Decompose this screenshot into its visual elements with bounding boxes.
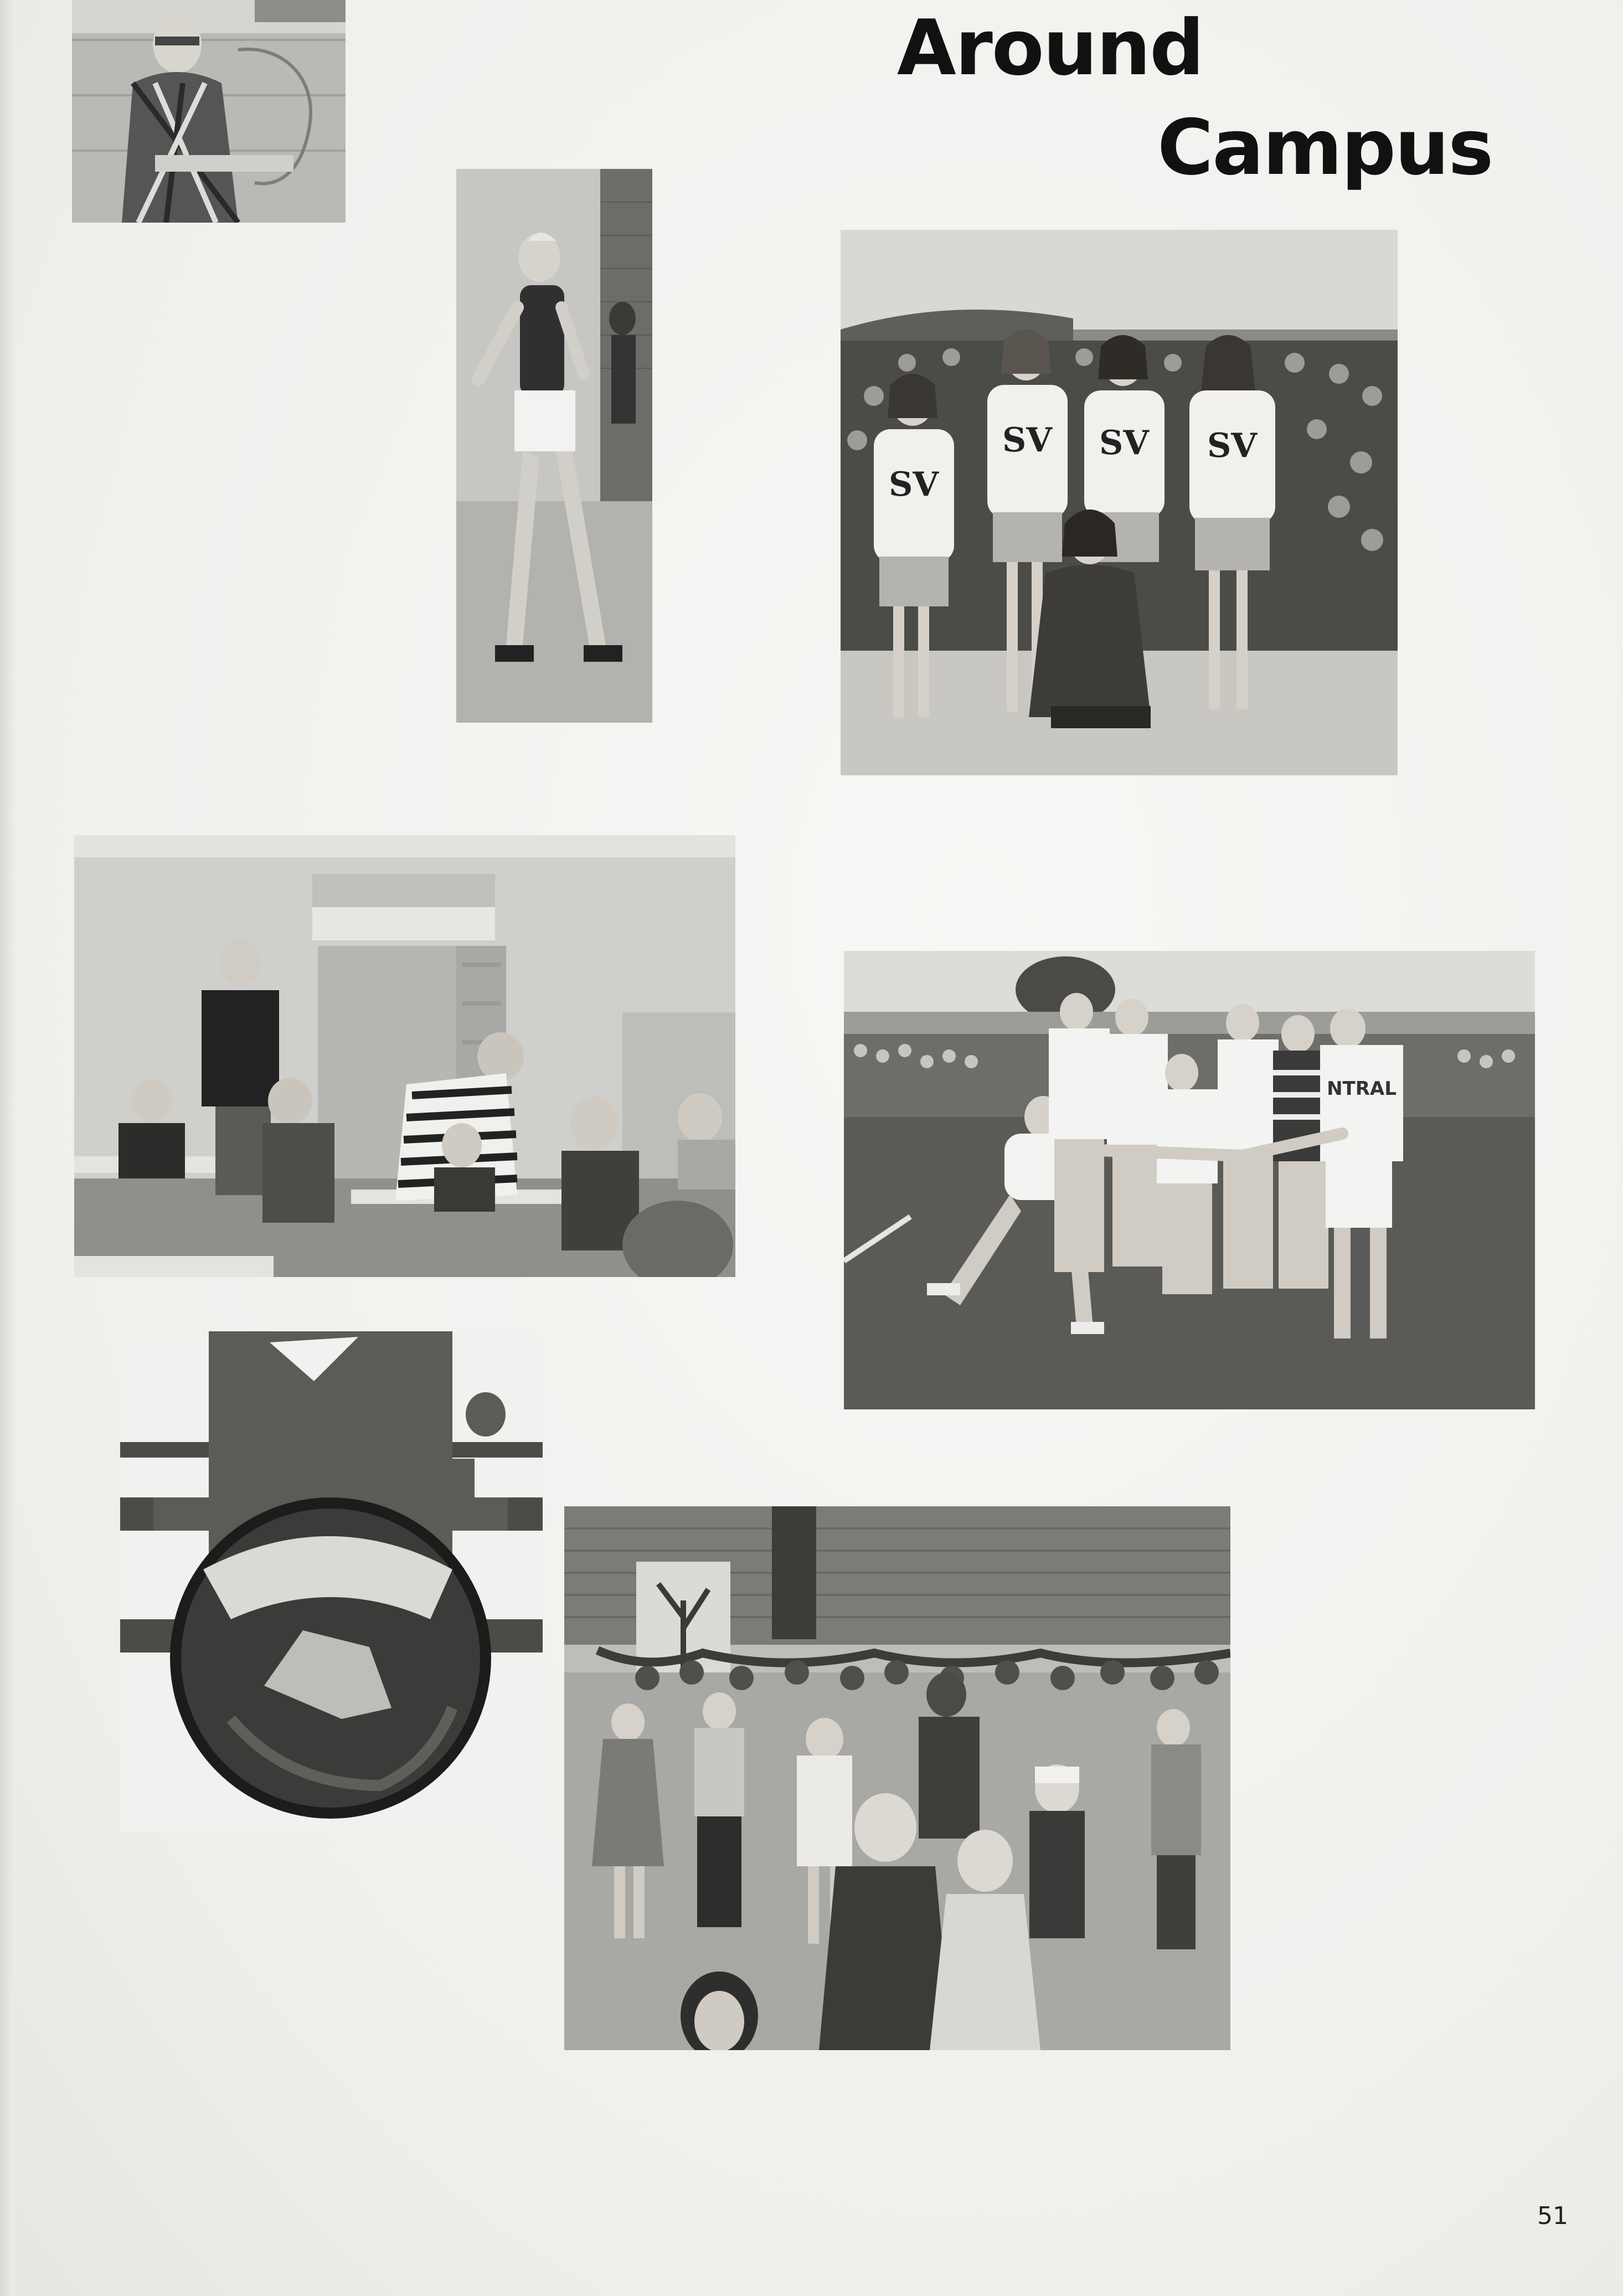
page-number: 51 (1537, 2202, 1568, 2230)
field-shirt-text: NTRAL (1327, 1078, 1397, 1100)
photo-teacher-plaid-shirt (72, 0, 346, 223)
cheerleader-monogram: SV (1207, 426, 1257, 465)
page-title-line-1: Around (897, 3, 1203, 92)
cheerleader-monogram: SV (1099, 424, 1149, 462)
cheerleader-monogram: SV (1002, 421, 1052, 460)
page-title-line-2: Campus (1157, 103, 1493, 192)
photo-cheerleaders (841, 230, 1398, 775)
photo-field-group-huddle (844, 951, 1535, 1409)
photo-runner-gym (456, 169, 652, 723)
photo-classroom-students (74, 835, 735, 1277)
photo-crystal-ball (120, 1331, 543, 1831)
photo-costume-crowd (564, 1506, 1230, 2050)
page-spine-shadow (0, 0, 14, 2296)
cheerleader-monogram: SV (889, 465, 939, 504)
